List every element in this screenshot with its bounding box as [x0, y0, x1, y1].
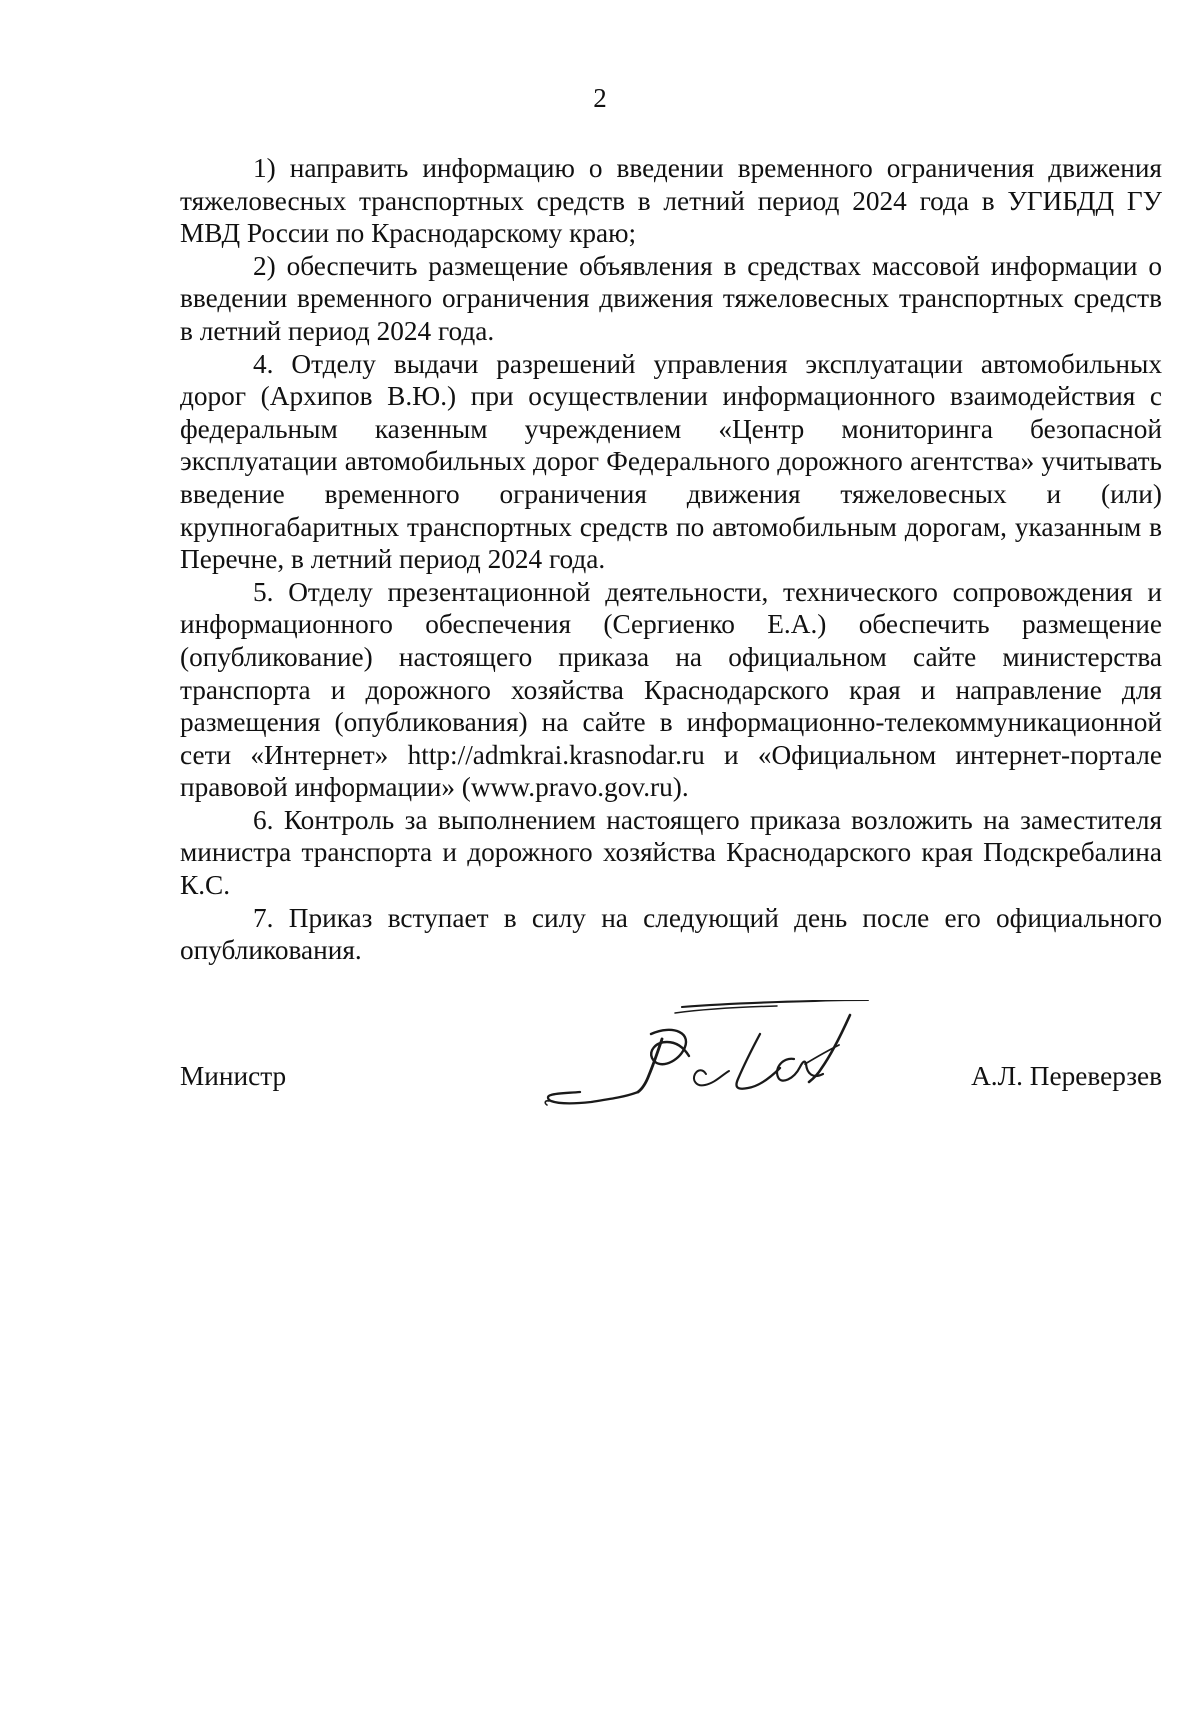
paragraph-item-1: 1) направить информацию о введении временного ограничения движения тяжеловесных транспортных средств в летний период 2024 года в УГИБДД ГУ МВД России по Краснодарскому краю;	[180, 153, 1162, 249]
page-number: 2	[593, 83, 607, 113]
document-body	[180, 152, 1162, 967]
paragraph-item-6: 6. Контроль за выполнением настоящего приказа возложить на заместителя министра транспорта и дорожного хозяйства Краснодарского края Подскребалина К.С.	[180, 804, 1162, 901]
paragraph-item-7: 7. Приказ вступает в силу на следующий день после его официального опубликования.	[180, 902, 1162, 966]
signer-position: Министр	[180, 1061, 287, 1091]
signature-block	[180, 1000, 1162, 1130]
paragraph-item-4: 4. Отделу выдачи разрешений управления эксплуатации автомобильных дорог (Архипов В.Ю.) при осуществлении информационного взаимодействия с федеральным казенным учреждением «Центр мониторинга безопасной эксплуатации автомобильных дорог Федерального дорожного агентства» учитывать введение временного ограничения движения тяжеловесных и (или) крупногабаритных транспортных средств по автомобильным дорогам, указанным в Перечне, в летний период 2024 года.	[180, 348, 1162, 575]
paragraph-item-5: 5. Отделу презентационной деятельности, технического сопровождения и информационного обеспечения (Сергиенко Е.А.) обеспечить размещение (опубликование) настоящего приказа на официальном сайте министерства транспорта и дорожного хозяйства Краснодарского края и направление для размещения (опубликования) на сайте в информационно-телекоммуникационной сети «Интернет» http://admkrai.krasnodar.ru и «Официальном интернет-портале правовой информации» (www.pravo.gov.ru).	[180, 576, 1162, 803]
signer-name: А.Л. Переверзев	[971, 1061, 1162, 1091]
handwritten-signature	[535, 1000, 915, 1110]
paragraph-item-2: 2) обеспечить размещение объявления в средствах массовой информации о введении временного ограничения движения тяжеловесных транспортных средств в летний период 2024 года.	[180, 250, 1162, 346]
